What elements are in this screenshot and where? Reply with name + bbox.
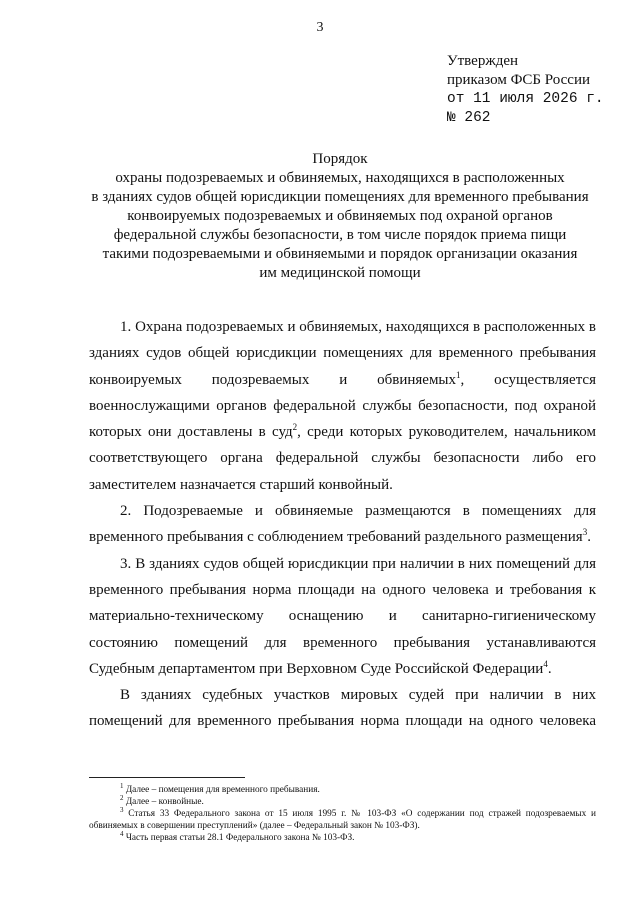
page-number: 3 (316, 20, 324, 35)
footnote-2-text: Далее – конвойные. (123, 797, 204, 807)
paragraph-2 (89, 498, 596, 551)
title-line: конвоируемых подозреваемых и обвиняемых под охраной органов (127, 208, 553, 224)
paragraph-3 (89, 551, 596, 682)
title-line: такими подозреваемыми и обвиняемыми и порядок организации оказания (102, 246, 578, 262)
footnote-1-text: Далее – помещения для временного пребывания. (123, 785, 320, 795)
approval-line-order: приказом ФСБ России (447, 72, 590, 88)
paragraph-4 (89, 682, 596, 735)
footnote-3-number: 3 (120, 805, 124, 814)
paragraph-1-text-c: , среди которых руководителем, начальником соответствующего органа федеральной службы безопасности либо его заместителем назначается старший конвойный. (89, 424, 596, 493)
document-body (89, 314, 596, 735)
paragraph-1-text-b: , осуществляется военнослужащими органов федеральной службы безопасности, под охраной которых они доставлены в суд (89, 371, 596, 441)
footnote-ref-1[interactable]: 1 (456, 369, 461, 380)
footnote-2 (89, 793, 596, 808)
footnote-ref-3[interactable]: 3 (582, 527, 588, 538)
title-line: федеральной службы безопасности, в том числе порядок приема пищи (113, 227, 567, 243)
footnote-separator (89, 777, 245, 778)
footnote-ref-4[interactable]: 4 (543, 658, 548, 669)
approval-line-number: № 262 (447, 110, 491, 126)
footnote-1 (89, 781, 596, 796)
footnote-3-text: Статья 33 Федерального закона от 15 июля 1995 г. № 103-ФЗ «О содержании под стражей подозреваемых и обвиняемых в совершении преступлений» (далее – Федеральный закон № 103-ФЗ). (89, 809, 596, 831)
footnote-3 (89, 805, 596, 832)
paragraph-1-text-a: 1. Охрана подозреваемых и обвиняемых, находящихся в расположенных в зданиях судов общей юрисдикции помещениях для временного пребывания конвоируемых подозреваемых и обвиняемых (89, 319, 596, 388)
approval-block (447, 52, 632, 128)
footnote-4-number: 4 (120, 829, 124, 838)
title-line: им медицинской помощи (259, 265, 421, 281)
title-line: в зданиях судов общей юрисдикции помещениях для временного пребывания (91, 189, 589, 205)
paragraph-3-end: . (547, 660, 552, 677)
paragraph-2-text: 2. Подозреваемые и обвиняемые размещаются в помещениях для временного пребывания с соблюдением требований раздельного размещения (89, 503, 596, 546)
title-heading: Порядок (312, 151, 368, 167)
footnote-ref-2[interactable]: 2 (292, 422, 298, 433)
paragraph-2-end: . (587, 529, 591, 546)
footnotes (89, 781, 596, 844)
paragraph-3-text: 3. В зданиях судов общей юрисдикции при наличии в них помещений для временного пребывания норма площади на одного человека и требования к материально-техническому оснащению и санитарно-гигиеническому состоянию помещений для временного пребывания устанавливаются Судебным департаментом при Верховном Суде Российской Федерации (89, 555, 596, 677)
document-title (60, 150, 620, 283)
paragraph-4-text: В зданиях судебных участков мировых судей при наличии в них помещений для временного пребывания норма площади на одного человека (89, 687, 596, 730)
footnote-1-number: 1 (120, 781, 124, 790)
approval-line-date: от 11 июля 2026 г. (447, 91, 604, 107)
approval-line-approved: Утвержден (447, 53, 519, 69)
footnote-4-text: Часть первая статьи 28.1 Федерального закона № 103-ФЗ. (123, 833, 355, 843)
footnote-2-number: 2 (120, 793, 124, 802)
title-line: охраны подозреваемых и обвиняемых, находящихся в расположенных (115, 170, 565, 186)
paragraph-1 (89, 314, 596, 498)
footnote-4 (89, 829, 596, 844)
